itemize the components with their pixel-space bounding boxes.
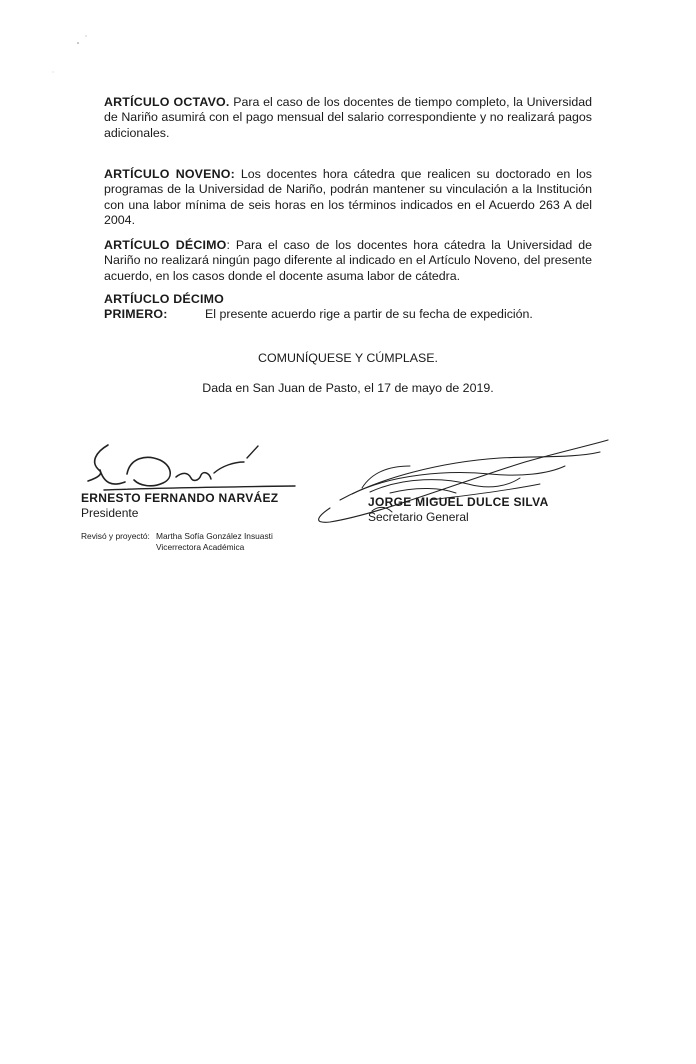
signer-left-name: ERNESTO FERNANDO NARVÁEZ	[81, 491, 279, 505]
article-octavo-heading: ARTÍCULO OCTAVO.	[104, 95, 230, 109]
article-octavo-text: Para el caso de los docentes de tiempo completo, la Universidad de Nariño asumirá con el pago mensual del salario correspondiente y no realizará pagos adicionales.	[104, 95, 592, 140]
signer-left-role: Presidente	[81, 506, 139, 520]
article-decimo-primero-heading-1: ARTÍUCLO DÉCIMO	[104, 292, 225, 306]
signer-right-name: JORGE MIGUEL DULCE SILVA	[368, 495, 549, 509]
signer-right-role: Secretario General	[368, 510, 469, 524]
article-decimo-primero-heading-2: PRIMERO:	[104, 307, 168, 322]
article-noveno-text: Los docentes hora cátedra que realicen su doctorado en los programas de la Universidad de Nariño, podrán mantener su vinculación a la Institución con una labor mínima de seis horas en los términos indicados en el Acuerdo 263 A del 2004.	[104, 167, 592, 228]
article-noveno-heading: ARTÍCULO NOVENO:	[104, 167, 235, 181]
closing-motto: COMUNÍQUESE Y CÚMPLASE.	[258, 351, 438, 365]
review-label: Revisó y proyectó:	[81, 531, 150, 541]
closing-place-date: Dada en San Juan de Pasto, el 17 de mayo de 2019.	[202, 381, 494, 395]
article-decimo-primero-text: El presente acuerdo rige a partir de su fecha de expedición.	[205, 307, 533, 322]
article-decimo-heading: ARTÍCULO DÉCIMO	[104, 238, 227, 252]
review-role: Vicerrectora Académica	[156, 542, 245, 552]
review-name: Martha Sofía González Insuasti	[156, 531, 273, 541]
article-decimo-text: : Para el caso de los docentes hora cátedra la Universidad de Nariño no realizará ningún pago diferente al indicado en el Artículo Noveno, del presente acuerdo, en los casos donde el docente asuma labor de cátedra.	[104, 238, 592, 283]
